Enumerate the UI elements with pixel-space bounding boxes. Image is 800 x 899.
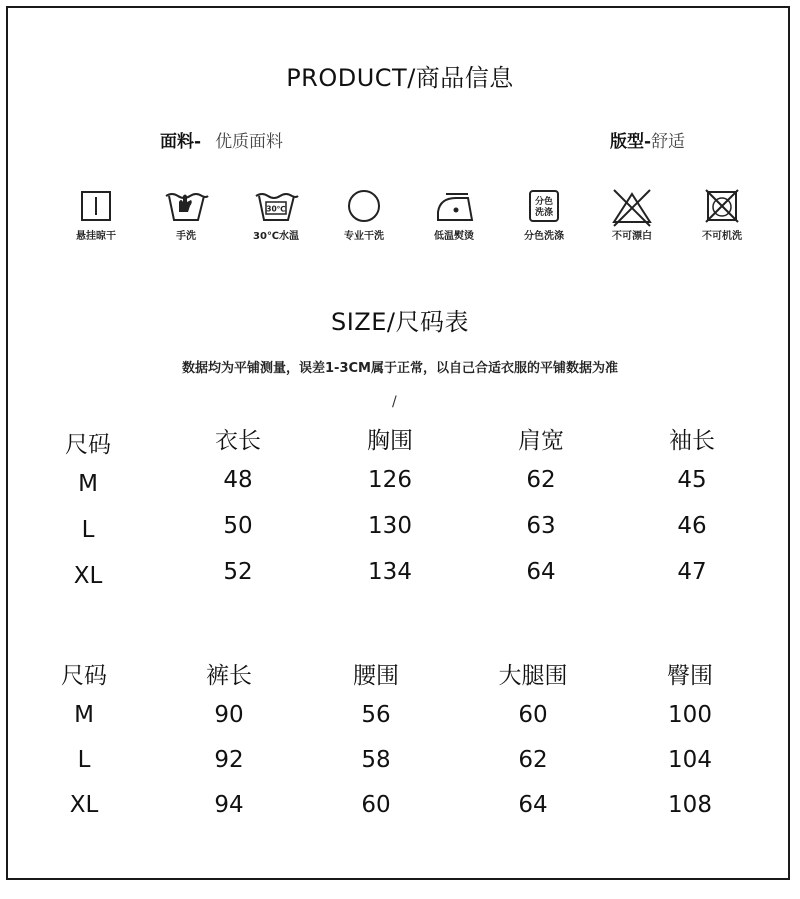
care-label: 悬挂晾干 <box>76 231 116 242</box>
table-cell: 90 <box>214 702 244 728</box>
care-item-iron-low <box>408 188 500 242</box>
care-item-no-machine-wash <box>676 188 768 242</box>
table-cell: 104 <box>668 747 712 773</box>
fabric-value: 优质面料 <box>215 132 284 152</box>
care-item-separate-wash <box>498 188 590 242</box>
no-bleach-icon <box>608 188 656 228</box>
care-label: 30℃水温 <box>252 231 300 242</box>
care-item-hand-wash <box>140 188 232 242</box>
care-icons-row <box>50 188 786 250</box>
table-cell: 108 <box>668 792 712 818</box>
care-item-no-bleach <box>586 188 678 242</box>
table-cell: 50 <box>223 513 253 539</box>
hand-wash-icon <box>162 188 210 224</box>
table-header: 肩宽 <box>518 428 564 454</box>
table-cell: 48 <box>223 467 253 493</box>
product-title: PRODUCT/商品信息 <box>286 64 514 92</box>
table-header: 臀围 <box>667 663 713 689</box>
table-cell: 60 <box>518 702 548 728</box>
care-label: 手洗 <box>176 231 196 242</box>
table-cell: 56 <box>361 702 391 728</box>
hang-dry-icon <box>76 188 116 224</box>
table-cell: 63 <box>526 513 556 539</box>
measurement-note: 数据均为平铺测量，误差1-3CM属于正常，以自己合适衣服的平铺数据为准 <box>182 361 618 376</box>
dry-clean-icon <box>344 188 384 224</box>
care-label: 不可漂白 <box>612 231 652 242</box>
iron-low-icon <box>430 188 478 224</box>
table-cell: L <box>77 747 91 773</box>
table-header: 裤长 <box>206 663 252 689</box>
size-title: SIZE/尺码表 <box>330 308 469 336</box>
table-cell: 46 <box>677 513 707 539</box>
fit-label: 版型- <box>610 132 652 152</box>
table-cell: L <box>81 517 95 543</box>
fit-value: 舒适 <box>651 132 686 152</box>
care-label: 不可机洗 <box>702 231 742 242</box>
care-label: 专业干洗 <box>344 231 384 242</box>
table-cell: 64 <box>526 559 556 585</box>
table-header: 胸围 <box>367 428 413 454</box>
fabric-label: 面料- <box>160 132 202 152</box>
care-label: 分色洗涤 <box>524 231 564 242</box>
table-cell: M <box>78 471 98 497</box>
separate-wash-badge-2: 洗涤 <box>534 208 554 218</box>
no-machine-wash-icon <box>702 188 742 224</box>
table-cell: XL <box>73 563 103 589</box>
care-item-wash-30 <box>230 188 322 242</box>
table-cell: 45 <box>677 467 707 493</box>
table-cell: 62 <box>518 747 548 773</box>
table-cell: 60 <box>361 792 391 818</box>
table-cell: 130 <box>368 513 412 539</box>
table-cell: 52 <box>223 559 253 585</box>
separate-wash-icon <box>524 188 564 224</box>
wash-30c-badge: 30℃ <box>266 204 286 214</box>
care-label: 低温熨烫 <box>434 231 474 242</box>
table-cell: 126 <box>368 467 412 493</box>
table-header: 腰围 <box>353 663 399 689</box>
table-header: 袖长 <box>669 428 715 454</box>
fit-info <box>610 127 685 152</box>
table-cell: 62 <box>526 467 556 493</box>
table-cell: 94 <box>214 792 244 818</box>
table-header: 衣长 <box>215 428 261 454</box>
table-cell: 92 <box>214 747 244 773</box>
table-header: 尺码 <box>65 432 111 458</box>
table-cell: 100 <box>668 702 712 728</box>
stray-slash: / <box>392 394 397 410</box>
care-item-dry-clean <box>318 188 410 242</box>
table-cell: 134 <box>368 559 412 585</box>
wash-30c-icon <box>252 188 300 224</box>
table-header: 大腿围 <box>498 663 568 689</box>
table-cell: XL <box>69 792 99 818</box>
table-cell: 47 <box>677 559 707 585</box>
fabric-info <box>160 127 283 152</box>
table-cell: 58 <box>361 747 391 773</box>
care-item-hang-dry <box>50 188 142 242</box>
table-cell: 64 <box>518 792 548 818</box>
table-cell: M <box>74 702 94 728</box>
separate-wash-badge-1: 分色 <box>534 197 554 207</box>
table-header: 尺码 <box>61 663 107 689</box>
